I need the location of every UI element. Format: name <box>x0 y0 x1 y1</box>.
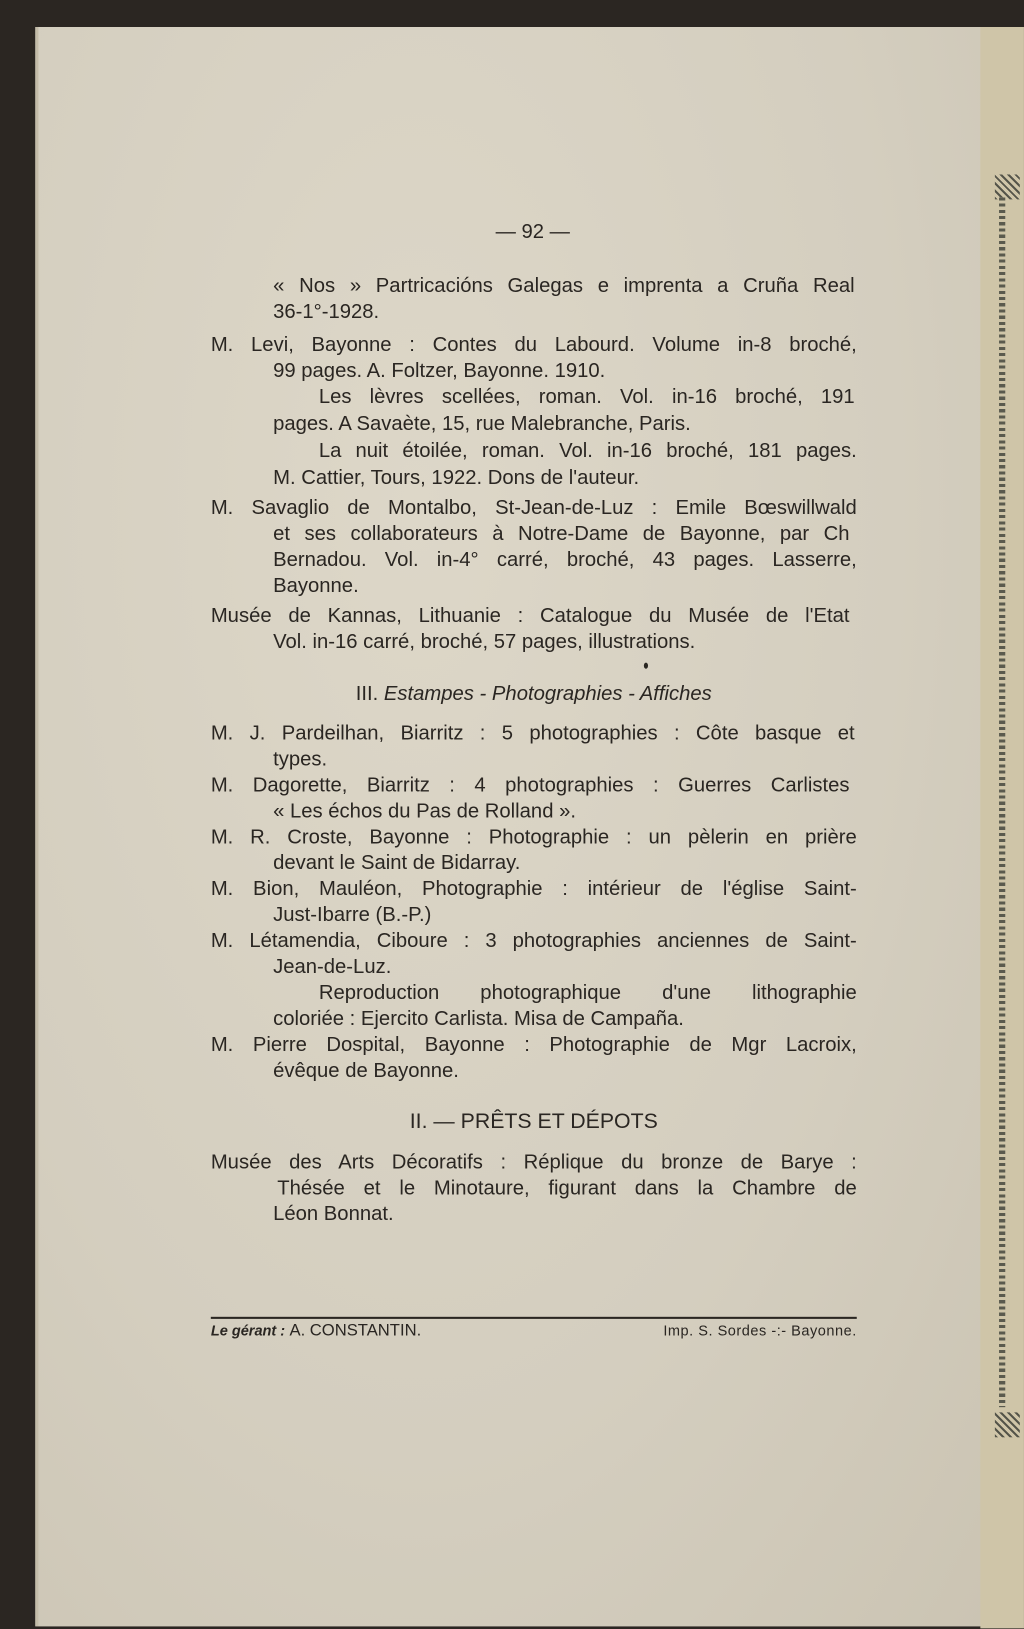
gerant-label: Le gérant : <box>210 1322 286 1339</box>
footer-gerant <box>211 1322 421 1341</box>
text-line: M. Bion, Mauléon, Photographie : intérieur de l'église Saint- <box>210 877 857 901</box>
text-line: types. <box>273 747 328 771</box>
text-line: M. Dagorette, Biarritz : 4 photographies : Guerres Carlistes <box>210 773 850 797</box>
text-line: « Nos » Partricacións Galegas e imprenta a Cruña Real <box>273 274 855 298</box>
text-line: Thésée et le Minotaure, figurant dans la Chambre de <box>277 1176 857 1200</box>
text-line: coloriée : Ejercito Carlista. Misa de Campaña. <box>273 1007 684 1031</box>
text-line: M. Levi, Bayonne : Contes du Labourd. Volume in-8 broché, <box>210 333 857 357</box>
text-line: Jean-de-Luz. <box>273 955 392 979</box>
section-heading-iii <box>211 681 857 706</box>
text-line: M. Savaglio de Montalbo, St-Jean-de-Luz : Emile Bœswillwald <box>210 496 857 520</box>
text-line: Vol. in-16 carré, broché, 57 pages, illustrations. <box>273 630 696 654</box>
text-line: Léon Bonnat. <box>273 1202 394 1226</box>
text-line: Just-Ibarre (B.-P.) <box>273 903 432 927</box>
text-line: M. Cattier, Tours, 1922. Dons de l'auteur. <box>273 466 640 490</box>
text-line: M. J. Pardeilhan, Biarritz : 5 photographies : Côte basque et <box>210 721 855 745</box>
footer-rule <box>211 1317 857 1319</box>
text-line: Musée de Kannas, Lithuanie : Catalogue du Musée de l'Etat <box>210 604 850 628</box>
footer-printer: Imp. S. Sordes -:- Bayonne. <box>663 1322 857 1339</box>
text-line: Bayonne. <box>273 574 359 598</box>
text-line: Musée des Arts Décoratifs : Réplique du bronze de Barye : <box>210 1150 857 1174</box>
text-line: Bernadou. Vol. in-4° carré, broché, 43 pages. Lasserre, <box>273 548 857 572</box>
text-line: et ses collaborateurs à Notre-Dame de Bayonne, par Ch <box>273 522 850 546</box>
text-line: M. R. Croste, Bayonne : Photographie : un pèlerin en prière <box>210 825 857 849</box>
text-line: devant le Saint de Bidarray. <box>273 851 521 875</box>
ornament-icon <box>995 174 1020 199</box>
section-title: Estampes - Photographies - Affiches <box>383 682 712 706</box>
page-number: — 92 — <box>495 220 570 244</box>
text-line: La nuit étoilée, roman. Vol. in-16 broché, 181 pages. <box>318 439 857 463</box>
gerant-name: A. CONSTANTIN. <box>289 1322 422 1340</box>
text-line: Les lèvres scellées, roman. Vol. in-16 broché, 191 <box>318 385 855 409</box>
text-line: M. Pierre Dospital, Bayonne : Photographie de Mgr Lacroix, <box>210 1033 857 1057</box>
text-line: « Les échos du Pas de Rolland ». <box>273 799 576 823</box>
text-line: 36-1°-1928. <box>273 300 380 323</box>
section-heading-ii: II. — PRÊTS ET DÉPOTS <box>409 1109 658 1134</box>
decorative-border <box>999 197 1005 1407</box>
text-line: Reproduction photographique d'une lithographie <box>318 981 857 1005</box>
text-line: 99 pages. A. Foltzer, Bayonne. 1910. <box>273 359 606 383</box>
text-line: évêque de Bayonne. <box>273 1059 459 1083</box>
text-line: pages. A Savaète, 15, rue Malebranche, Paris. <box>273 412 691 436</box>
separator-dot <box>644 663 648 669</box>
ornament-icon <box>995 1412 1020 1437</box>
section-number: III. <box>355 682 379 706</box>
text-line: M. Létamendia, Ciboure : 3 photographies anciennes de Saint- <box>210 929 857 953</box>
